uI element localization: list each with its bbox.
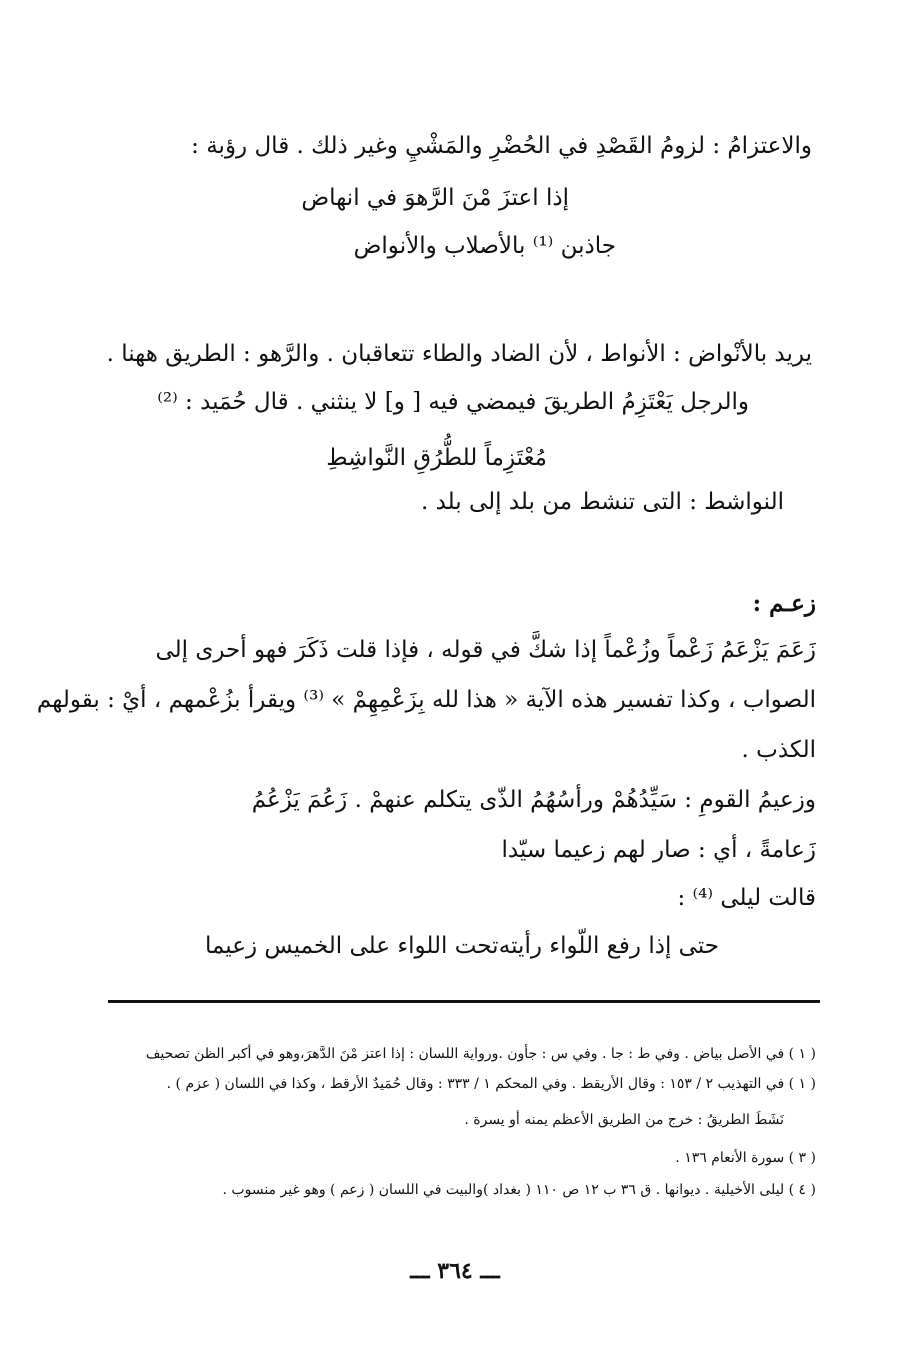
text-line: الكذب . bbox=[741, 737, 816, 763]
footnote-1: ( ١ ) في الأصل بياض . وفي ط : جا . وفي س : جأون .ورواية اللسان : إذا اعتز مْنَ الدَّهرَ،وهو في أكبر الظن تصحيف bbox=[145, 1046, 816, 1062]
verse-line: جاذبن ⁽¹⁾ بالأصلاب والأنواض bbox=[353, 233, 616, 259]
text-line: النواشط : التى تنشط من بلد إلى بلد . bbox=[420, 489, 784, 515]
text-line: والاعتزامُ : لزومُ القَصْدِ في الحُضْرِ والمَشْيِ وغير ذلك . قال رؤبة : bbox=[191, 133, 812, 159]
text-line: والرجل يَعْتَزِمُ الطريقَ فيمضي فيه [ و] لا ينثني . قال حُمَيد : ⁽²⁾ bbox=[157, 389, 749, 415]
footnote-2: ( ١ ) في التهذيب ٢ / ١٥٣ : وقال الأريقط . وفي المحكم ١ / ٣٣٣ : وقال حُمَيدٌ الأرقط ، وكذا في اللسان ( عزم ) . bbox=[166, 1076, 816, 1092]
footnote-divider bbox=[108, 1000, 820, 1003]
verse-line: مُعْتَزِماً للطُّرُقِ النَّواشِطِ bbox=[326, 445, 547, 471]
entry-heading: زعـم : bbox=[752, 590, 816, 617]
verse-hemistich-left: تحت اللواء على الخميس زعيما bbox=[205, 933, 499, 959]
footnote-2-continuation: نَشَطَ الطريقُ : خرج من الطريق الأعظم يمنه أو يسرة . bbox=[464, 1112, 784, 1128]
page-number: ـــ ٣٦٤ ـــ bbox=[410, 1258, 500, 1284]
text-line: زَعامةً ، أي : صار لهم زعيما سيّدا bbox=[501, 837, 816, 863]
text-line: وزعيمُ القومِ : سَيِّدُهُمْ ورأسُهُمُ الذّى يتكلم عنهمْ . زَعُمَ يَزْعُمُ bbox=[251, 787, 816, 813]
footnote-3: ( ٣ ) سورة الأنعام ١٣٦ . bbox=[675, 1150, 816, 1166]
text-line: يريد بالأنْواض : الأنواط ، لأن الضاد والطاء تتعاقبان . والرَّهو : الطريق ههنا . bbox=[106, 341, 812, 367]
verse-line: إذا اعتزَ مْنَ الرَّهوَ في انهاض bbox=[301, 185, 569, 211]
text-line: زَعَمَ يَزْعَمُ زَعْماً وزُعْماً إذا شكَّ في قوله ، فإذا قلت ذَكَرَ فهو أحرى إلى bbox=[155, 637, 816, 663]
footnote-4: ( ٤ ) ليلى الأخيلية . ديوانها . ق ٣٦ ب ١٢ ص ١١٠ ( بغداد )والبيت في اللسان ( زعم ) وهو غير منسوب . bbox=[222, 1182, 816, 1198]
text-line: قالت ليلى ⁽⁴⁾ : bbox=[677, 885, 816, 911]
text-line: الصواب ، وكذا تفسير هذه الآية « هذا لله بِزَعْمِهِمْ » ⁽³⁾ ويقرأ بزُعْمهم ، أيْ : بقولهم bbox=[36, 687, 816, 713]
verse-hemistich-right: حتى إذا رفع اللّواء رأيته bbox=[498, 933, 719, 959]
